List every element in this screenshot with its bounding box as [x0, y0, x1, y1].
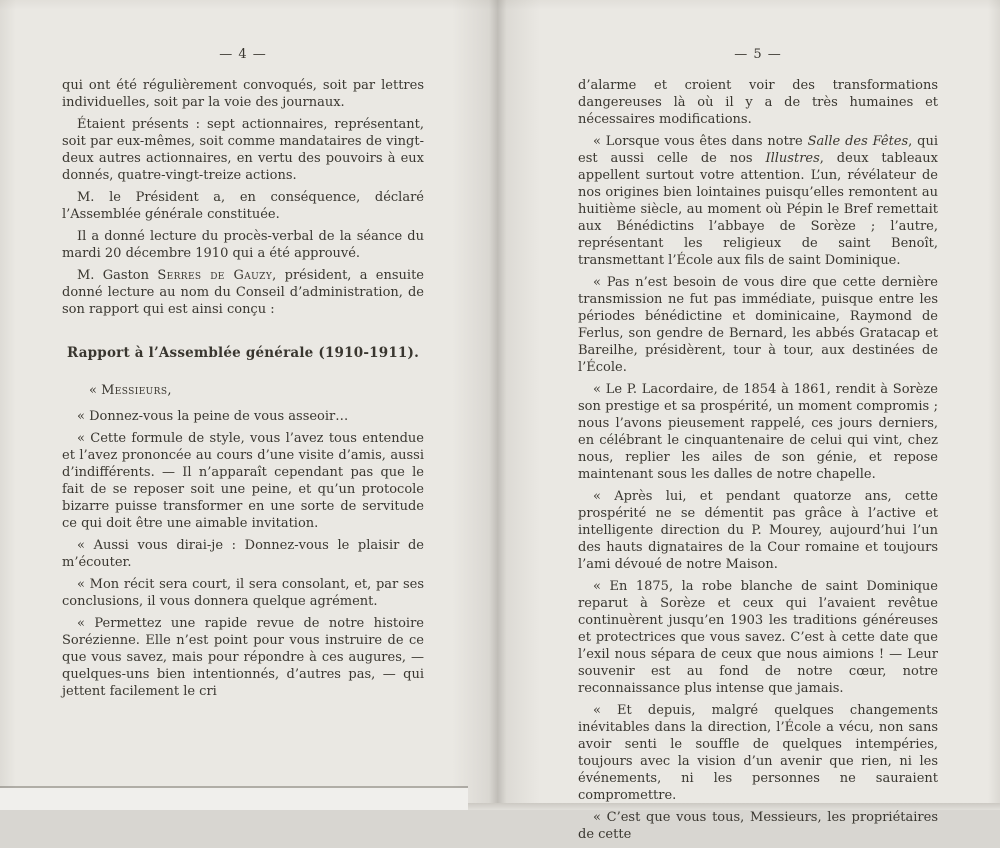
text-run: « Cette formule de style, vous l’avez tous entendue et l’avez prononcée au cours d’une visite d’amis, aussi d’indifférents. — Il n’apparaît cependant pas que le fait de se reposer soit une peine, et qu’un protocole bizarre puisse transformer en une sorte de servitude ce qui doit être une aimable invitation. — [62, 431, 424, 531]
text-run: M. le Président a, en conséquence, déclaré l’Assemblée générale constituée. — [62, 190, 424, 222]
paragraph — [578, 274, 938, 376]
paragraph — [578, 809, 938, 843]
paragraph — [578, 578, 938, 697]
text-run: , deux tableaux appellent surtout votre attention. L’un, révélateur de nos origines bien lointaines puisqu’elles remontent au huitième siècle, au moment où Pépin le Bref remettait aux Bénédictins l’abbaye de Sorèze ; l’autre, représentant les religieux de saint Benoît, transmettant l’École aux fils de saint Dominique. — [578, 151, 939, 268]
text-run: « — [89, 383, 102, 398]
page-left-text — [62, 77, 424, 700]
paragraph — [62, 408, 424, 425]
paragraph — [578, 488, 938, 573]
paragraph — [578, 77, 938, 128]
text-run: « Donnez-vous la peine de vous asseoir… — [77, 409, 349, 424]
gutter-shadow — [452, 0, 540, 810]
page-number-right: — 5 — — [734, 47, 782, 62]
text-run: « Lorsque vous êtes dans notre — [593, 134, 808, 149]
paragraph — [578, 381, 938, 483]
italic-text: Salle des Fêtes — [807, 134, 909, 149]
paragraph — [62, 116, 424, 184]
text-run: « Après lui, et pendant quatorze ans, cette prospérité ne se démentit pas grâce à l’active et intelligente direction du P. Mourey, aujourd’hui l’un des hauts dignataires de la Cour romaine et toujours l’ami dévoué de notre Maison. — [578, 489, 938, 572]
text-run: , qui est aussi celle de nos — [578, 134, 938, 166]
paragraph — [62, 576, 424, 610]
text-run: , — [167, 383, 172, 398]
text-run: « Mon récit sera court, il sera consolant, et, par ses conclusions, il vous donnera quelque agrément. — [62, 577, 424, 609]
text-run: M. Gaston — [77, 268, 158, 283]
text-run: « Aussi vous dirai-je : Donnez-vous le plaisir de m’écouter. — [62, 538, 424, 570]
text-run: « Et depuis, malgré quelques changements inévitables dans la direction, l’École a vécu, non sans avoir senti le souffle de quelques intempéries, toujours avec la vision d’un avenir que rien, ni les événements, ni les personnes ne sauraient compromettre. — [578, 703, 938, 803]
under-page-area — [0, 788, 468, 810]
smallcaps-text: Serres de Gauzy — [157, 268, 273, 283]
paragraph — [62, 267, 424, 318]
text-run: qui ont été régulièrement convoqués, soit par lettres individuelles, soit par la voie des journaux. — [62, 78, 424, 110]
paragraph — [62, 537, 424, 571]
text-run: Il a donné lecture du procès-verbal de la séance du mardi 20 décembre 1910 qui a été approuvé. — [62, 229, 424, 261]
text-run: « C’est que vous tous, Messieurs, les propriétaires de cette — [578, 810, 938, 842]
text-run: « En 1875, la robe blanche de saint Dominique reparut à Sorèze et ceux qui l’avaient revêtue continuèrent jusqu’en 1903 les traditions généreuses et protectrices que vous savez. C’est à cette date que l’exil nous sépara de ceux que nous aimions ! — Leur souvenir est au fond de notre cœur, notre reconnaissance plus intense que jamais. — [578, 579, 938, 696]
paragraph — [62, 77, 424, 111]
text-run: « Pas n’est besoin de vous dire que cette dernière transmission ne fut pas immédiate, puisque entre les périodes bénédictine et dominicaine, Raymond de Ferlus, son gendre de Bernard, les abbés Gratacap et Bareilhe, présidèrent, tour à tour, aux destinées de l’École. — [578, 275, 938, 375]
paragraph — [62, 430, 424, 532]
text-run: , président, a ensuite donné lecture au nom du Conseil d’administration, de son rapport qui est ainsi conçu : — [62, 268, 424, 317]
page-left — [62, 46, 424, 705]
text-run: Étaient présents : sept actionnaires, représentant, soit par eux-mêmes, soit comme mandataires de vingt-deux autres actionnaires, en vertu des pouvoirs à eux donnés, quatre-vingt-treize actions. — [62, 117, 424, 183]
text-run: d’alarme et croient voir des transformations dangereuses là où il y a de très humaines et nécessaires modifications. — [578, 78, 938, 127]
text-run: « Permettez une rapide revue de notre histoire Sorézienne. Elle n’est point pour vous instruire de ce que vous savez, mais pour répondre à ces augures, — quelques-uns bien intentionnés, d’autres pas, — qui jettent facilement le cri — [62, 616, 424, 699]
page-right — [578, 46, 938, 848]
paragraph — [62, 382, 424, 399]
paragraph — [62, 615, 424, 700]
text-run: Rapport à l’Assemblée générale (1910-1911). — [66, 345, 419, 361]
scan-bottom-strip — [468, 803, 1000, 810]
page-number-left: — 4 — — [219, 47, 267, 62]
paragraph — [62, 228, 424, 262]
paragraph — [578, 133, 938, 269]
report-heading — [62, 345, 424, 362]
italic-text: Illustres — [765, 151, 820, 166]
smallcaps-text: Messieurs — [101, 383, 168, 398]
text-run: « Le P. Lacordaire, de 1854 à 1861, rendit à Sorèze son prestige et sa prospérité, un moment compromis ; nous l’avons pieusement rappelé, ces jours derniers, en célébrant le cinquantenaire de celui qui vint, chez nous, replier les ailes de son génie, et repose maintenant sous les dalles de notre chapelle. — [578, 382, 938, 482]
paragraph — [578, 702, 938, 804]
paragraph — [62, 189, 424, 223]
page-right-text — [578, 77, 938, 843]
